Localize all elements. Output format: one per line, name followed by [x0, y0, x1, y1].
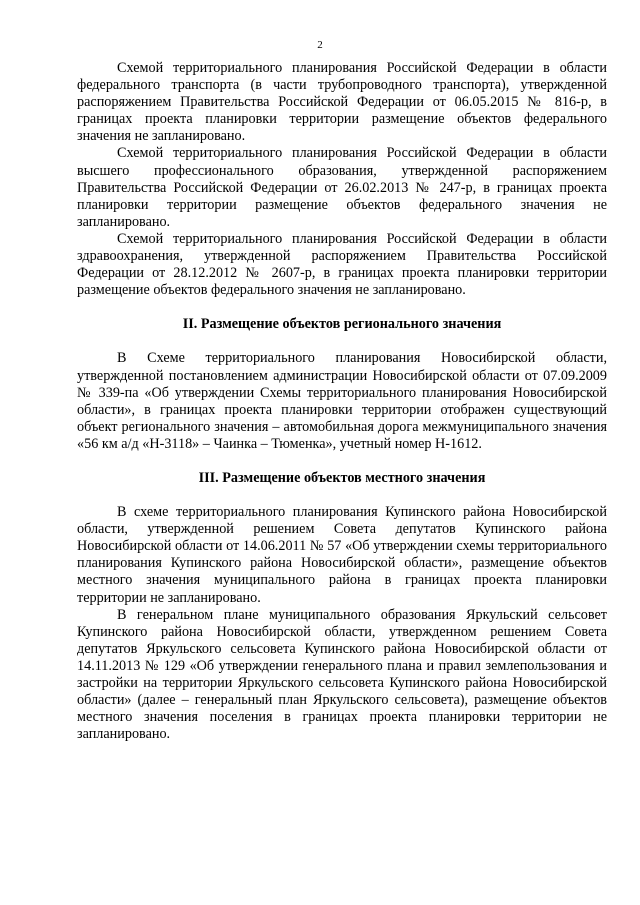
heading-regional: II. Размещение объектов регионального значения: [182, 316, 502, 333]
paragraph-federal-education: Схемой территориального планирования Российской Федерации в области высшего профессионального образования, утвержденной распоряжением Правительства Российской Федерации от 26.02.2013 № 247-р, в границах проекта планировки территории размещение объектов федерального значения не запланировано.: [77, 145, 607, 230]
heading-local: III. Размещение объектов местного значения: [198, 469, 486, 486]
spacer: [77, 299, 607, 316]
paragraph-federal-transport: Схемой территориального планирования Российской Федерации в области федерального транспорта (в части трубопроводного транспорта), утвержденной распоряжением Правительства Российской Федерации от 06.05.2015 № 816-р, в границах проекта планировки территории размещение объектов федерального значения не запланировано.: [77, 60, 607, 145]
spacer: [77, 333, 607, 350]
document-body: [77, 60, 607, 743]
spacer: [77, 453, 607, 470]
paragraph-local-general-plan: В генеральном плане муниципального образования Яркульский сельсовет Купинского района Новосибирской области, утвержденном решением Совета депутатов Яркульского сельсовета Купинского района Новосибирской области от 14.11.2013 № 129 «Об утверждении генерального плана и правил землепользования и застройки на территории Яркульского сельсовета Купинского района Новосибирской области» (далее – генеральный план Яркульского сельсовета), размещение объектов местного значения поселения в границах проекта планировки территории не запланировано.: [77, 606, 607, 743]
paragraph-regional-scheme: В Схеме территориального планирования Новосибирской области, утвержденной постановлением администрации Новосибирской области от 07.09.2009 № 339-па «Об утверждении Схемы территориального планирования Новосибирской области», в границах проекта планировки территории отображен существующий объект регионального значения – автомобильная дорога межмуниципального значения «56 км а/д «Н-3118» – Чаинка – Тюменка», учетный номер Н-1612.: [77, 350, 607, 452]
paragraph-federal-healthcare: Схемой территориального планирования Российской Федерации в области здравоохранения, утвержденной распоряжением Правительства Российской Федерации от 28.12.2012 № 2607-р, в границах проекта планировки территории размещение объектов федерального значения не запланировано.: [77, 230, 607, 299]
paragraph-local-district-scheme: В схеме территориального планирования Купинского района Новосибирской области, утвержденной решением Совета депутатов Купинского района Новосибирской области от 14.06.2011 № 57 «Об утверждении схемы территориального планирования Купинского района Новосибирской области», размещение объектов местного значения муниципального района в границах проекта планировки территории не запланировано.: [77, 504, 607, 606]
spacer: [77, 487, 607, 504]
page-number: 2: [317, 39, 323, 51]
